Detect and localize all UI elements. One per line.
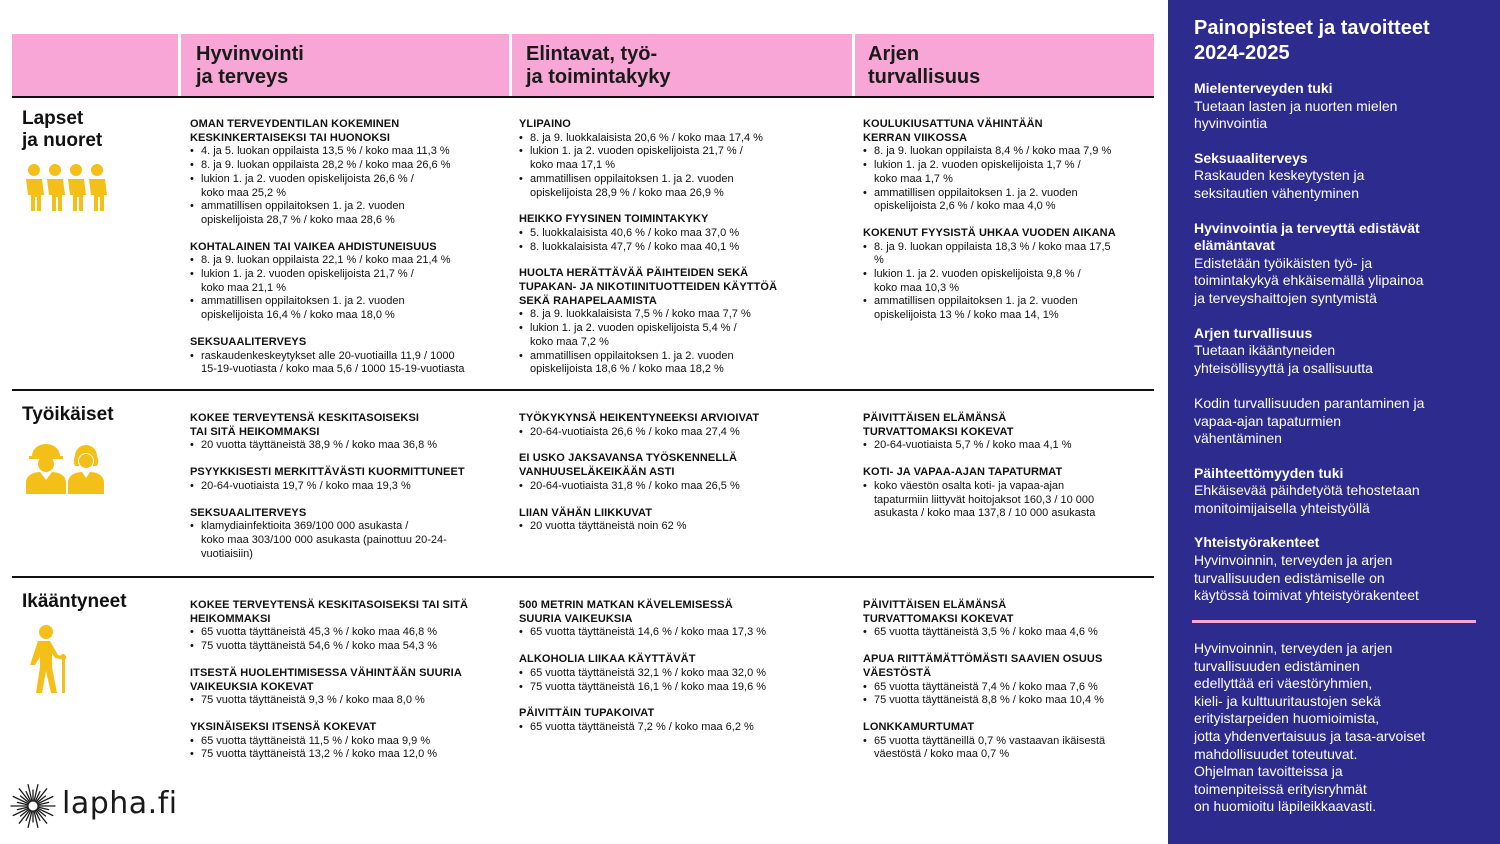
indicator-block [190, 507, 508, 562]
indicator-item: • 65 vuotta täyttäneillä 0,7 % vastaavan ikäisestä väestöstä / koko maa 0,7 % [863, 735, 1151, 762]
table-cell [519, 118, 849, 390]
indicator-item: • 65 vuotta täyttäneistä 11,5 % / koko maa 9,9 % [190, 735, 508, 749]
indicator-title: KOTI- JA VAPAA-AJAN TAPATURMAT [863, 466, 1063, 479]
table-cell [519, 599, 849, 748]
indicator-item: • 8. ja 9. luokkalaisista 7,5 % / koko maa 7,7 % [519, 308, 849, 322]
indicator-title: TYÖKYKYNSÄ HEIKENTYNEEKSI ARVIOIVAT [519, 412, 760, 424]
elderly-person-icon [24, 625, 76, 693]
table-cell [519, 412, 849, 547]
indicator-block [190, 667, 508, 708]
indicator-item: • 20 vuotta täyttäneistä noin 62 % [519, 520, 849, 534]
indicator-block [519, 507, 849, 534]
sidebar-section-title: Päihteettömyyden tuki [1194, 464, 1344, 481]
working-adults-icon [24, 442, 108, 494]
indicator-item: • 8. ja 9. luokan oppilaista 8,4 % / koko maa 7,9 % [863, 145, 1151, 159]
indicator-list [190, 735, 508, 762]
indicator-item: • lukion 1. ja 2. vuoden opiskelijoista 5,4 % / koko maa 7,2 % [519, 322, 849, 349]
indicator-title: HUOLTA HERÄTTÄVÄÄ PÄIHTEIDEN SEKÄ TUPAKAN- JA NIKOTIINITUOTTEIDEN KÄYTTÖÄ SEKÄ RAHAPELAAMISTA [519, 267, 778, 307]
indicator-item: • ammatillisen oppilaitoksen 1. ja 2. vuoden opiskelijoista 16,4 % / koko maa 18,0 % [190, 295, 508, 322]
table-cell [863, 412, 1151, 534]
sidebar-section [1194, 80, 1490, 133]
indicator-item: • 65 vuotta täyttäneistä 3,5 % / koko maa 4,6 % [863, 626, 1151, 640]
indicator-block [519, 267, 849, 377]
indicator-item: • ammatillisen oppilaitoksen 1. ja 2. vuoden opiskelijoista 28,9 % / koko maa 26,9 % [519, 173, 849, 200]
indicator-title: EI USKO JAKSAVANSA TYÖSKENNELLÄ VANHUUSELÄKEIKÄÄN ASTI [519, 452, 738, 479]
indicator-block [863, 466, 1151, 521]
indicator-title: KOKEE TERVEYTENSÄ KESKITASOISEKSI TAI SITÄ HEIKOMMAKSI [190, 599, 469, 625]
indicator-title: KOKEE TERVEYTENSÄ KESKITASOISEKSI TAI SITÄ HEIKOMMAKSI [190, 412, 420, 438]
indicator-list [863, 626, 1151, 640]
indicator-item: • lukion 1. ja 2. vuoden opiskelijoista 9,8 % / koko maa 10,3 % [863, 268, 1151, 295]
indicator-list [190, 439, 508, 453]
indicator-block [519, 707, 849, 734]
indicator-list [190, 145, 508, 227]
indicator-item: • 65 vuotta täyttäneistä 45,3 % / koko maa 46,8 % [190, 626, 508, 640]
table-cell [190, 412, 508, 574]
indicator-title: YLIPAINO [519, 118, 571, 130]
indicator-item: • lukion 1. ja 2. vuoden opiskelijoista 26,6 % / koko maa 25,2 % [190, 173, 508, 200]
indicator-block [863, 653, 1151, 708]
indicator-item: • 8. ja 9. luokan oppilaista 18,3 % / koko maa 17,5 % [863, 241, 1151, 268]
indicator-block [519, 213, 849, 254]
sunburst-logo-icon [10, 778, 56, 834]
row-label-working-age: Työikäiset [22, 404, 114, 425]
indicator-block [190, 599, 508, 654]
row-separator [12, 576, 1154, 578]
children-group-icon [24, 163, 110, 213]
indicator-list [190, 626, 508, 653]
sidebar-section-text: Edistetään työikäisten työ- ja toimintakykyä ehkäisemällä ylipainoa ja terveyshaittojen syntymistä [1194, 254, 1424, 306]
indicator-block [190, 336, 508, 377]
indicator-title: PÄIVITTÄIN TUPAKOIVAT [519, 707, 655, 720]
sidebar-section-text: Ehkäisevää päihdetyötä tehostetaan monitoimijaisella yhteistyöllä [1194, 482, 1420, 516]
column-header-wellbeing: Hyvinvointi ja terveys [196, 43, 304, 88]
indicator-list [190, 480, 508, 494]
indicator-item: • 75 vuotta täyttäneistä 16,1 % / koko maa 19,6 % [519, 681, 849, 695]
indicator-item: • 20-64-vuotiaista 19,7 % / koko maa 19,3 % [190, 480, 508, 494]
sidebar-section [1194, 220, 1490, 308]
table-cell [190, 118, 508, 390]
indicator-title: HEIKKO FYYSINEN TOIMINTAKYKY [519, 213, 709, 226]
indicator-item: • 75 vuotta täyttäneistä 9,3 % / koko maa 8,0 % [190, 694, 508, 708]
sidebar-section-text: Raskauden keskeytysten ja seksitautien vähentyminen [1194, 167, 1365, 201]
indicator-list [519, 721, 849, 735]
indicator-list [190, 694, 508, 708]
goals-sidebar [1168, 0, 1500, 844]
indicator-item: • 20-64-vuotiaista 26,6 % / koko maa 27,4 % [519, 426, 849, 440]
indicator-item: • 65 vuotta täyttäneistä 7,2 % / koko maa 6,2 % [519, 721, 849, 735]
sidebar-section-title: Hyvinvointia ja terveyttä edistävät elämäntavat [1194, 219, 1420, 254]
logo-text[interactable]: lapha.fi [62, 786, 178, 821]
indicator-item: • 20 vuotta täyttäneistä 38,9 % / koko maa 36,8 % [190, 439, 508, 453]
indicator-block [519, 599, 849, 640]
indicator-block [190, 118, 508, 228]
header-divider [178, 34, 181, 96]
sidebar-summary: Hyvinvoinnin, terveyden ja arjen turvallisuuden edistäminen edellyttää eri väestöryhmien, kieli- ja kulttuuritaustojen sekä erityistarpeiden huomioimista, jotta yhdenvertaisuus ja tasa-arvoiset mahdollisuudet toteutuvat. Ohjelman tavoitteissa ja toimenpiteissä erityisryhmät on huomioitu läpileikkaavasti. [1194, 640, 1426, 815]
indicator-item: • koko väestön osalta koti- ja vapaa-ajan tapaturmiin liittyvät hoitojaksot 160,3 / 10 000 asukasta / koko maa 137,8 / 10 000 asukasta [863, 480, 1151, 521]
sidebar-section [1194, 150, 1490, 203]
sidebar-section-title: Mielenterveyden tuki [1194, 80, 1333, 96]
sidebar-section-title: Arjen turvallisuus [1194, 324, 1313, 341]
indicator-item: • lukion 1. ja 2. vuoden opiskelijoista 21,7 % / koko maa 21,1 % [190, 268, 508, 295]
indicator-title: SEKSUAALITERVEYS [190, 506, 307, 519]
indicator-item: • 75 vuotta täyttäneistä 54,6 % / koko maa 54,3 % [190, 640, 508, 654]
indicator-list [863, 735, 1151, 762]
indicator-title: KOULUKIUSATTUNA VÄHINTÄÄN KERRAN VIIKOSSA [863, 118, 1043, 144]
indicator-block [190, 412, 508, 453]
indicator-item: • ammatillisen oppilaitoksen 1. ja 2. vuoden opiskelijoista 2,6 % / koko maa 4,0 % [863, 187, 1151, 214]
indicator-title: KOHTALAINEN TAI VAIKEA AHDISTUNEISUUS [190, 240, 437, 253]
indicator-title: YKSINÄISEKSI ITSENSÄ KOKEVAT [190, 720, 377, 733]
indicator-block [190, 466, 508, 493]
indicator-title: PSYYKKISESTI MERKITTÄVÄSTI KUORMITTUNEET [190, 466, 465, 479]
indicator-item: • 65 vuotta täyttäneistä 14,6 % / koko maa 17,3 % [519, 626, 849, 640]
sidebar-sections [1194, 80, 1490, 622]
indicator-list [190, 350, 508, 377]
indicator-block [863, 599, 1151, 640]
column-header-safety: Arjen turvallisuus [868, 43, 981, 88]
indicator-item: • ammatillisen oppilaitoksen 1. ja 2. vuoden opiskelijoista 13 % / koko maa 14, 1% [863, 295, 1151, 322]
indicator-title: PÄIVITTÄISEN ELÄMÄNSÄ TURVATTOMAKSI KOKEVAT [863, 412, 1014, 438]
indicator-item: • 4. ja 5. luokan oppilaista 13,5 % / koko maa 11,3 % [190, 145, 508, 159]
indicator-item: • 65 vuotta täyttäneistä 32,1 % / koko maa 32,0 % [519, 667, 849, 681]
indicator-title: 500 METRIN MATKAN KÄVELEMISESSÄ SUURIA VAIKEUKSIA [519, 599, 733, 625]
indicator-item: • 20-64-vuotiaista 5,7 % / koko maa 4,1 % [863, 439, 1151, 453]
indicator-title: SEKSUAALITERVEYS [190, 335, 307, 348]
header-divider [509, 34, 512, 96]
indicator-list [519, 667, 849, 694]
sidebar-section-text: Tuetaan lasten ja nuorten mielen hyvinvointia [1194, 97, 1398, 132]
indicator-item: • 65 vuotta täyttäneistä 7,4 % / koko maa 7,6 % [863, 681, 1151, 695]
indicator-item: • ammatillisen oppilaitoksen 1. ja 2. vuoden opiskelijoista 28,7 % / koko maa 28,6 % [190, 200, 508, 227]
sidebar-section-text: Tuetaan ikääntyneiden yhteisöllisyyttä ja osallisuutta Kodin turvallisuuden parantaminen ja vapaa-ajan tapaturmien vähentäminen [1194, 342, 1425, 447]
sidebar-section [1194, 534, 1490, 604]
indicator-title: ITSESTÄ HUOLEHTIMISESSA VÄHINTÄÄN SUURIA VAIKEUKSIA KOKEVAT [190, 666, 462, 693]
indicator-list [863, 681, 1151, 708]
indicator-list [519, 227, 849, 254]
indicator-item: • 75 vuotta täyttäneistä 13,2 % / koko maa 12,0 % [190, 748, 508, 762]
indicator-block [863, 118, 1151, 214]
header-underline [12, 96, 1154, 98]
indicator-block [519, 118, 849, 200]
indicator-item: • 20-64-vuotiaista 31,8 % / koko maa 26,5 % [519, 480, 849, 494]
indicator-block [190, 241, 508, 323]
indicator-block [863, 227, 1151, 323]
indicator-list [863, 145, 1151, 214]
sidebar-divider [1192, 620, 1476, 623]
indicator-item: • raskaudenkeskeytykset alle 20-vuotiailla 11,9 / 1000 15-19-vuotiasta / koko maa 5,6 / 1000 15-19-vuotiasta [190, 350, 508, 377]
indicator-block [519, 653, 849, 694]
indicator-block [863, 412, 1151, 453]
table-cell [863, 599, 1151, 775]
indicator-list [190, 520, 508, 561]
indicator-list [519, 308, 849, 377]
indicator-item: • ammatillisen oppilaitoksen 1. ja 2. vuoden opiskelijoista 18,6 % / koko maa 18,2 % [519, 350, 849, 377]
indicator-list [519, 520, 849, 534]
sidebar-section [1194, 325, 1490, 448]
indicator-item: • 5. luokkalaisista 40,6 % / koko maa 37,0 % [519, 227, 849, 241]
sidebar-section-text: Hyvinvoinnin, terveyden ja arjen turvallisuuden edistämiselle on käytössä toimivat yhteistyörakenteet [1194, 552, 1419, 604]
indicator-item: • 8. ja 9. luokkalaisista 20,6 % / koko maa 17,4 % [519, 132, 849, 146]
table-cell [863, 118, 1151, 336]
sidebar-title: Painopisteet ja tavoitteet 2024-2025 [1194, 17, 1430, 64]
indicator-item: • klamydiainfektioita 369/100 000 asukasta / koko maa 303/100 000 asukasta (painottuu 20-24- vuotiaisiin) [190, 520, 508, 561]
column-header-lifestyle: Elintavat, työ- ja toimintakyky [526, 43, 671, 88]
indicator-list [519, 626, 849, 640]
indicator-title: PÄIVITTÄISEN ELÄMÄNSÄ TURVATTOMAKSI KOKEVAT [863, 599, 1014, 625]
indicator-title: KOKENUT FYYSISTÄ UHKAA VUODEN AIKANA [863, 226, 1116, 239]
indicator-block [519, 452, 849, 493]
indicator-list [863, 241, 1151, 323]
indicator-block [190, 721, 508, 762]
indicator-block [863, 721, 1151, 762]
indicator-item: • 8. luokkalaisista 47,7 % / koko maa 40,1 % [519, 241, 849, 255]
sidebar-section-title: Yhteistyörakenteet [1194, 534, 1320, 551]
indicator-list [519, 132, 849, 201]
row-label-children: Lapset ja nuoret [22, 108, 103, 151]
indicator-list [519, 480, 849, 494]
indicator-list [863, 480, 1151, 521]
indicator-title: LIIAN VÄHÄN LIIKKUVAT [519, 506, 653, 519]
indicator-item: • 8. ja 9. luokan oppilaista 28,2 % / koko maa 26,6 % [190, 159, 508, 173]
header-divider [852, 34, 855, 96]
indicator-item: • 75 vuotta täyttäneistä 8,8 % / koko maa 10,4 % [863, 694, 1151, 708]
indicator-item: • lukion 1. ja 2. vuoden opiskelijoista 1,7 % / koko maa 1,7 % [863, 159, 1151, 186]
indicator-title: ALKOHOLIA LIIKAA KÄYTTÄVÄT [519, 653, 696, 666]
indicator-title: OMAN TERVEYDENTILAN KOKEMINEN KESKINKERTAISEKSI TAI HUONOKSI [190, 118, 400, 144]
row-label-elderly: Ikääntyneet [22, 591, 127, 612]
sidebar-section [1194, 465, 1490, 518]
indicator-block [519, 412, 849, 439]
indicator-item: • lukion 1. ja 2. vuoden opiskelijoista 21,7 % / koko maa 17,1 % [519, 145, 849, 172]
sidebar-section-title: Seksuaaliterveys [1194, 149, 1308, 166]
indicator-title: LONKKAMURTUMAT [863, 720, 975, 733]
indicator-list [519, 426, 849, 440]
indicator-item: • 8. ja 9. luokan oppilaista 22,1 % / koko maa 21,4 % [190, 254, 508, 268]
indicator-list [190, 254, 508, 323]
indicator-title: APUA RIITTÄMÄTTÖMÄSTI SAAVIEN OSUUS VÄESTÖSTÄ [863, 653, 1103, 679]
table-cell [190, 599, 508, 775]
indicator-list [863, 439, 1151, 453]
